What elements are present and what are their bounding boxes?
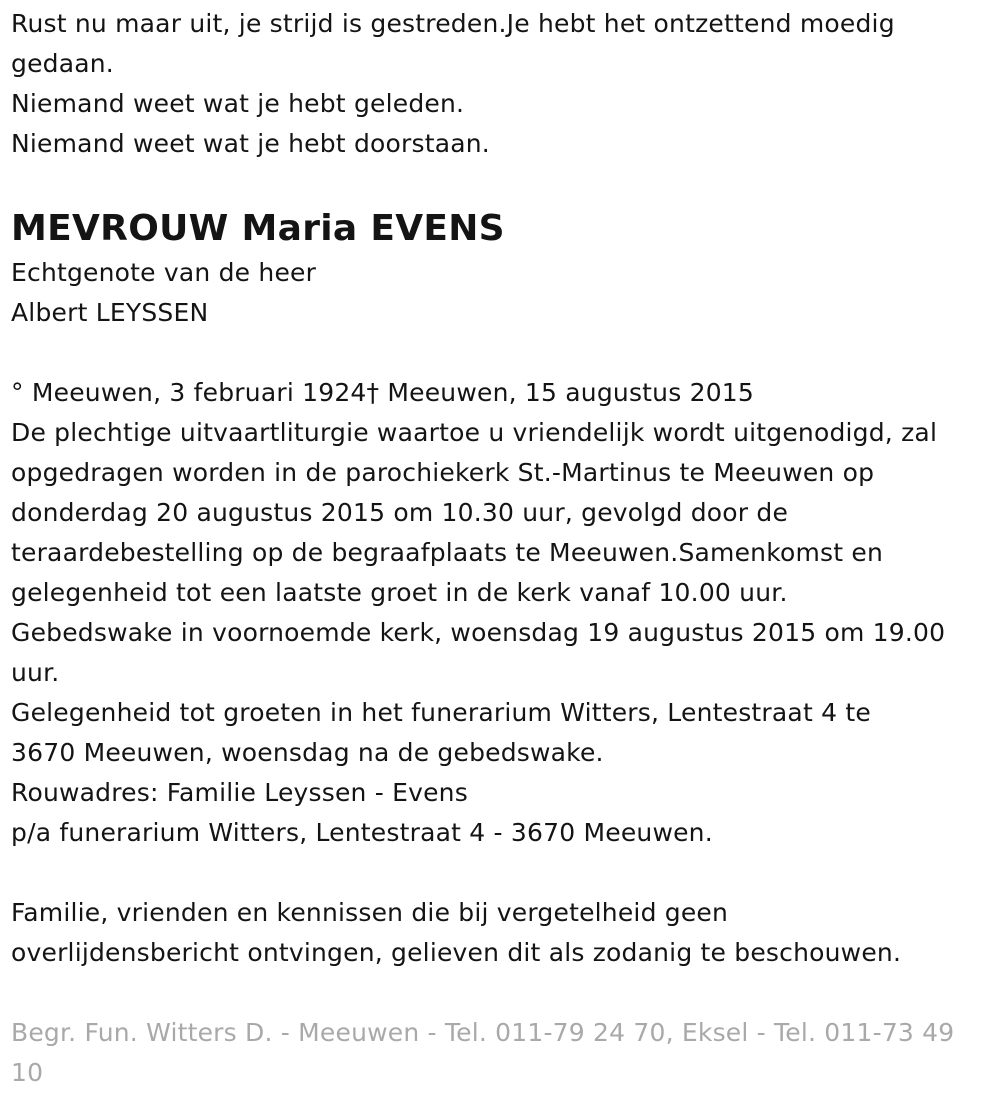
funeral-home-footer xyxy=(11,1013,991,1093)
deceased-name-title: MEVROUW Maria EVENS xyxy=(11,208,505,249)
poem-line: gedaan. xyxy=(11,49,114,78)
poem-line: Niemand weet wat je hebt geleden. xyxy=(11,89,465,118)
obituary-notice xyxy=(11,4,991,1093)
spacer xyxy=(11,333,991,373)
details-line: gelegenheid tot een laatste groet in de kerk vanaf 10.00 uur. xyxy=(11,578,788,607)
details-line: De plechtige uitvaartliturgie waartoe u vriendelijk wordt uitgenodigd, zal xyxy=(11,418,938,447)
details-line: teraardebestelling op de begraafplaats te Meeuwen.Samenkomst en xyxy=(11,538,884,567)
details-line: donderdag 20 augustus 2015 om 10.30 uur, gevolgd door de xyxy=(11,498,789,527)
footer-line: 10 xyxy=(11,1058,44,1087)
birth-death-dates: ° Meeuwen, 3 februari 1924† Meeuwen, 15 augustus 2015 xyxy=(11,378,755,407)
notice-block xyxy=(11,893,991,973)
spouse-line: Albert LEYSSEN xyxy=(11,298,209,327)
details-line: 3670 Meeuwen, woensdag na de gebedswake. xyxy=(11,738,604,767)
poem-line: Rust nu maar uit, je strijd is gestreden.Je hebt het ontzettend moedig xyxy=(11,9,895,38)
spacer xyxy=(11,164,991,205)
notice-line: Familie, vrienden en kennissen die bij vergetelheid geen xyxy=(11,898,729,927)
spacer xyxy=(11,853,991,893)
funeral-details xyxy=(11,413,991,853)
notice-line: overlijdensbericht ontvingen, gelieven dit als zodanig te beschouwen. xyxy=(11,938,902,967)
details-line: uur. xyxy=(11,658,60,687)
spouse-line: Echtgenote van de heer xyxy=(11,258,317,287)
poem-line: Niemand weet wat je hebt doorstaan. xyxy=(11,129,490,158)
footer-line: Begr. Fun. Witters D. - Meeuwen - Tel. 011-79 24 70, Eksel - Tel. 011-73 49 xyxy=(11,1018,955,1047)
details-line: Gelegenheid tot groeten in het funerarium Witters, Lentestraat 4 te xyxy=(11,698,871,727)
details-line: opgedragen worden in de parochiekerk St.-Martinus te Meeuwen op xyxy=(11,458,875,487)
details-line: Gebedswake in voornoemde kerk, woensdag 19 augustus 2015 om 19.00 xyxy=(11,618,946,647)
details-line: Rouwadres: Familie Leyssen - Evens xyxy=(11,778,468,807)
spacer xyxy=(11,973,991,1013)
poem-block xyxy=(11,4,991,164)
spouse-block xyxy=(11,253,991,333)
details-line: p/a funerarium Witters, Lentestraat 4 - 3670 Meeuwen. xyxy=(11,818,713,847)
